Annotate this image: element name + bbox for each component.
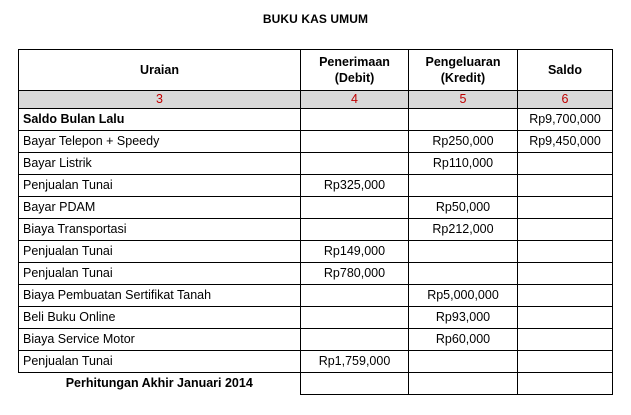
debit-cell xyxy=(301,153,409,175)
saldo-cell xyxy=(518,351,613,373)
saldo-cell: Rp9,700,000 xyxy=(518,109,613,131)
debit-cell xyxy=(301,329,409,351)
kredit-cell xyxy=(409,109,518,131)
header-penerimaan-sub: (Debit) xyxy=(334,71,375,85)
table-row xyxy=(19,109,613,131)
uraian-cell: Biaya Transportasi xyxy=(19,219,301,241)
column-number: 6 xyxy=(518,91,613,109)
header-uraian: Uraian xyxy=(19,50,301,91)
cash-ledger-table xyxy=(18,49,613,395)
debit-cell xyxy=(301,131,409,153)
debit-cell xyxy=(301,307,409,329)
kredit-cell xyxy=(409,175,518,197)
uraian-cell: Beli Buku Online xyxy=(19,307,301,329)
table-row xyxy=(19,351,613,373)
saldo-cell xyxy=(518,263,613,285)
kredit-cell xyxy=(409,263,518,285)
kredit-cell: Rp110,000 xyxy=(409,153,518,175)
footer-label: Perhitungan Akhir Januari 2014 xyxy=(19,373,301,395)
table-row xyxy=(19,197,613,219)
debit-cell xyxy=(301,109,409,131)
footer-cell xyxy=(409,373,518,395)
footer-row xyxy=(19,373,613,395)
uraian-cell: Penjualan Tunai xyxy=(19,175,301,197)
uraian-cell: Biaya Service Motor xyxy=(19,329,301,351)
saldo-cell xyxy=(518,329,613,351)
header-pengeluaran xyxy=(409,50,518,91)
debit-cell xyxy=(301,219,409,241)
footer-cell xyxy=(301,373,409,395)
uraian-cell: Bayar Listrik xyxy=(19,153,301,175)
column-number-row xyxy=(19,91,613,109)
header-penerimaan xyxy=(301,50,409,91)
debit-cell xyxy=(301,285,409,307)
saldo-cell xyxy=(518,285,613,307)
header-penerimaan-label: Penerimaan xyxy=(319,55,390,69)
table-row xyxy=(19,131,613,153)
debit-cell: Rp780,000 xyxy=(301,263,409,285)
saldo-cell xyxy=(518,307,613,329)
debit-cell: Rp1,759,000 xyxy=(301,351,409,373)
header-pengeluaran-sub: (Kredit) xyxy=(440,71,486,85)
uraian-cell: Biaya Pembuatan Sertifikat Tanah xyxy=(19,285,301,307)
header-saldo: Saldo xyxy=(518,50,613,91)
saldo-cell xyxy=(518,153,613,175)
kredit-cell: Rp5,000,000 xyxy=(409,285,518,307)
saldo-cell xyxy=(518,219,613,241)
uraian-cell: Penjualan Tunai xyxy=(19,351,301,373)
page-title: BUKU KAS UMUM xyxy=(262,12,369,26)
debit-cell: Rp149,000 xyxy=(301,241,409,263)
uraian-cell: Bayar PDAM xyxy=(19,197,301,219)
header-row xyxy=(19,50,613,91)
column-number: 3 xyxy=(19,91,301,109)
kredit-cell: Rp250,000 xyxy=(409,131,518,153)
kredit-cell: Rp93,000 xyxy=(409,307,518,329)
saldo-cell xyxy=(518,197,613,219)
kredit-cell: Rp50,000 xyxy=(409,197,518,219)
table-row xyxy=(19,219,613,241)
table-row xyxy=(19,329,613,351)
table-row xyxy=(19,175,613,197)
column-number: 5 xyxy=(409,91,518,109)
table-row xyxy=(19,307,613,329)
saldo-cell xyxy=(518,241,613,263)
kredit-cell xyxy=(409,241,518,263)
uraian-cell: Penjualan Tunai xyxy=(19,263,301,285)
table-row xyxy=(19,241,613,263)
footer-cell xyxy=(518,373,613,395)
uraian-cell: Bayar Telepon + Speedy xyxy=(19,131,301,153)
kredit-cell xyxy=(409,351,518,373)
header-pengeluaran-label: Pengeluaran xyxy=(425,55,501,69)
uraian-cell: Saldo Bulan Lalu xyxy=(19,109,301,131)
table-row xyxy=(19,285,613,307)
kredit-cell: Rp212,000 xyxy=(409,219,518,241)
kredit-cell: Rp60,000 xyxy=(409,329,518,351)
saldo-cell: Rp9,450,000 xyxy=(518,131,613,153)
debit-cell xyxy=(301,197,409,219)
uraian-cell: Penjualan Tunai xyxy=(19,241,301,263)
debit-cell: Rp325,000 xyxy=(301,175,409,197)
table-row xyxy=(19,153,613,175)
table-row xyxy=(19,263,613,285)
column-number: 4 xyxy=(301,91,409,109)
saldo-cell xyxy=(518,175,613,197)
